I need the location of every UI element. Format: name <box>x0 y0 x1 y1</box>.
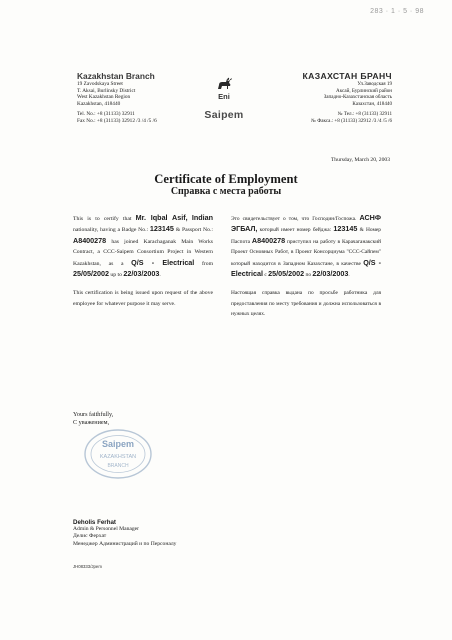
employee-nationality: Indian <box>191 213 213 222</box>
stamp-middle-text: KAZAKHSTAN <box>99 454 137 460</box>
stamp-bottom-text: BRANCH <box>107 463 129 469</box>
phone-number: Tel. No.: +8 (31133) 32911 <box>77 111 135 118</box>
branch-title-ru: КАЗАХСТАН БРАНЧ <box>302 71 392 81</box>
end-date-ru: 22/03/2003 <box>312 269 349 279</box>
document-title <box>0 172 452 198</box>
paragraph-purpose-ru: Настоящая справка выдана по просьбе работника для предоставления по месту требования и должна использоваться в нужных целях. <box>231 290 381 318</box>
paragraph-certification-ru: Это свидетельствует о том, что Господин/Госпожа. АСНФ ЭГБАЛ, который имеет номер бейджа: 123145 & Номер Паспота A8400278 приступил на работу в Карачаганакский Проект Основных Работ, в Проект Консорциума "ССС-Сайпем" который находится в Западном Казахстане, в качестве Q/S - Electrical с 25/05/2002 по 22/03/2003. <box>231 213 381 279</box>
address-line: Ул.Заводская 19 <box>357 81 392 87</box>
company-stamp <box>82 427 154 481</box>
closing-ru: С уважением, <box>73 418 110 426</box>
signer-title-ru: Менеджер Администраций и по Персоналу <box>73 540 177 547</box>
passport-number-ru: A8400278 <box>251 235 286 245</box>
branch-title-en: Kazakhstan Branch <box>77 71 155 81</box>
address-line: Западно-Казахстанская область <box>323 94 392 100</box>
eni-logo-text: Eni <box>218 92 230 101</box>
signer-name-en: Deholis Ferhat <box>73 519 116 526</box>
end-date: 22/03/2003 <box>123 269 160 279</box>
address-line: 19 Zavodskaya Street <box>77 81 123 87</box>
position-title-ru: Q/S - Electrical <box>231 257 381 279</box>
passport-number: A8400278 <box>73 235 107 245</box>
fax-number: Fax No.: +8 (31133) 32912 /3 /4 /5 /6 <box>77 117 157 124</box>
title-en: Certificate of Employment <box>154 172 298 186</box>
position-title: Q/S - Electrical <box>131 257 195 267</box>
signer-name-ru: Делис Ферхат <box>73 533 107 540</box>
paragraph-certification: This is to certify that Mr. Iqbal Asif, Indian nationality, having a Badge No.: 123145 & Passport No.: A8400278 has joined Karachaganak Main Works Contract, a CCC-Saipem Consortium Project in Western Kazakhstan, as a Q/S - Electrical from 25/05/2002 up to 22/03/2003. <box>73 213 214 279</box>
start-date: 25/05/2002 <box>73 269 109 279</box>
reference-code: JH08333/Jpem <box>73 564 102 569</box>
address-line: Kazakhstan, 418440 <box>77 100 121 107</box>
saipem-logo-text: Saipem <box>204 109 244 121</box>
paragraph-purpose: This certification is being issued upon request of the above employee for whatever purpose it may serve. <box>73 290 213 307</box>
handwritten-note: 283 · 1 · 5 · 98 <box>370 8 424 15</box>
title-ru: Справка с места работы <box>170 186 282 197</box>
closing-salutation <box>73 411 113 426</box>
address-line: T. Aksai, Burlinsky District <box>77 87 136 94</box>
address-line: Аксай, Бурлинский район <box>336 87 392 94</box>
stamp-top-text: Saipem <box>101 439 135 449</box>
address-line: Казахстан, 418440 <box>352 100 392 107</box>
badge-number: 123145 <box>149 224 174 234</box>
signer-title-en: Admin & Personnel Manager <box>73 526 140 533</box>
closing-en: Yours faithfully, <box>73 411 114 418</box>
document-date: Thursday, March 20, 2003 <box>330 157 390 163</box>
body-russian <box>231 213 381 320</box>
phone-number: № Тел.: +8 (31133) 32911 <box>337 111 392 117</box>
employee-name: Mr. Iqbal Asif, <box>135 213 188 222</box>
signature-block <box>73 519 176 548</box>
badge-number-ru: 123145 <box>333 224 358 234</box>
employee-name-ru: АСНФ ЭГБАЛ, <box>231 213 381 234</box>
start-date-ru: 25/05/2002 <box>268 269 305 279</box>
fax-number: № Факса.: +8 (31133) 32912 /3 /4 /5 /6 <box>311 117 392 124</box>
body-english <box>73 213 213 309</box>
letterhead-right <box>242 71 392 124</box>
address-line: West Kazakhstan Region <box>77 94 131 101</box>
eni-dog-logo-icon <box>215 76 233 92</box>
